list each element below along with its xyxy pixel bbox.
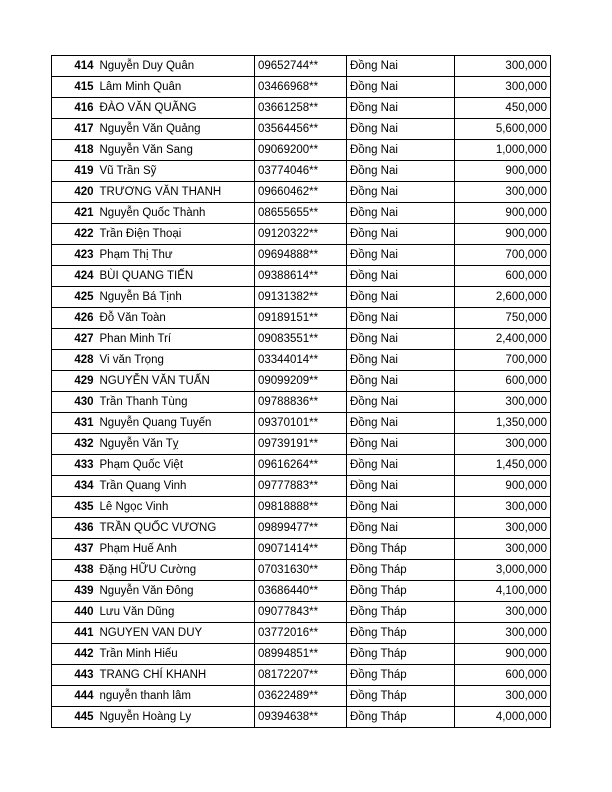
table-row bbox=[52, 119, 551, 140]
table-row bbox=[52, 308, 551, 329]
name-cell: Lê Ngọc Vinh bbox=[97, 497, 255, 518]
table-row bbox=[52, 77, 551, 98]
row-number-cell: 431 bbox=[52, 413, 97, 434]
phone-cell: 09083551** bbox=[255, 329, 347, 350]
phone-cell: 09788836** bbox=[255, 392, 347, 413]
table-row bbox=[52, 623, 551, 644]
table-row bbox=[52, 518, 551, 539]
row-number-cell: 444 bbox=[52, 686, 97, 707]
row-number-cell: 440 bbox=[52, 602, 97, 623]
phone-cell: 08172207** bbox=[255, 665, 347, 686]
phone-cell: 09660462** bbox=[255, 182, 347, 203]
name-cell: Trần Thanh Tùng bbox=[97, 392, 255, 413]
province-cell: Đồng Nai bbox=[347, 455, 455, 476]
name-cell: Nguyễn Quang Tuyến bbox=[97, 413, 255, 434]
row-number-cell: 415 bbox=[52, 77, 97, 98]
phone-cell: 03661258** bbox=[255, 98, 347, 119]
phone-cell: 03772016** bbox=[255, 623, 347, 644]
amount-cell: 3,000,000 bbox=[455, 560, 551, 581]
province-cell: Đồng Nai bbox=[347, 497, 455, 518]
name-cell: Nguyễn Văn Đông bbox=[97, 581, 255, 602]
phone-cell: 03344014** bbox=[255, 350, 347, 371]
amount-cell: 600,000 bbox=[455, 266, 551, 287]
row-number-cell: 435 bbox=[52, 497, 97, 518]
phone-cell: 09818888** bbox=[255, 497, 347, 518]
table-row bbox=[52, 686, 551, 707]
table-row bbox=[52, 602, 551, 623]
table-row bbox=[52, 455, 551, 476]
amount-cell: 300,000 bbox=[455, 77, 551, 98]
row-number-cell: 439 bbox=[52, 581, 97, 602]
row-number-cell: 442 bbox=[52, 644, 97, 665]
row-number-cell: 416 bbox=[52, 98, 97, 119]
table-row bbox=[52, 392, 551, 413]
amount-cell: 300,000 bbox=[455, 686, 551, 707]
name-cell: Nguyễn Duy Quân bbox=[97, 56, 255, 77]
name-cell: ĐÀO VĂN QUÃNG bbox=[97, 98, 255, 119]
name-cell: NGUYEN VAN DUY bbox=[97, 623, 255, 644]
province-cell: Đồng Nai bbox=[347, 329, 455, 350]
amount-cell: 700,000 bbox=[455, 350, 551, 371]
name-cell: Phạm Quốc Việt bbox=[97, 455, 255, 476]
row-number-cell: 430 bbox=[52, 392, 97, 413]
name-cell: Trần Điện Thoại bbox=[97, 224, 255, 245]
donor-table bbox=[51, 55, 551, 728]
province-cell: Đồng Nai bbox=[347, 119, 455, 140]
province-cell: Đồng Nai bbox=[347, 287, 455, 308]
province-cell: Đồng Tháp bbox=[347, 644, 455, 665]
phone-cell: 07031630** bbox=[255, 560, 347, 581]
name-cell: Trần Quang Vinh bbox=[97, 476, 255, 497]
table-row bbox=[52, 539, 551, 560]
name-cell: Nguyễn Hoàng Ly bbox=[97, 707, 255, 728]
amount-cell: 300,000 bbox=[455, 602, 551, 623]
amount-cell: 300,000 bbox=[455, 392, 551, 413]
province-cell: Đồng Tháp bbox=[347, 581, 455, 602]
table-row bbox=[52, 98, 551, 119]
row-number-cell: 429 bbox=[52, 371, 97, 392]
amount-cell: 900,000 bbox=[455, 644, 551, 665]
phone-cell: 09069200** bbox=[255, 140, 347, 161]
province-cell: Đồng Nai bbox=[347, 371, 455, 392]
amount-cell: 1,350,000 bbox=[455, 413, 551, 434]
row-number-cell: 422 bbox=[52, 224, 97, 245]
table-row bbox=[52, 371, 551, 392]
phone-cell: 09388614** bbox=[255, 266, 347, 287]
name-cell: Đỗ Văn Toàn bbox=[97, 308, 255, 329]
name-cell: Phạm Thị Thư bbox=[97, 245, 255, 266]
table-row bbox=[52, 434, 551, 455]
amount-cell: 700,000 bbox=[455, 245, 551, 266]
province-cell: Đồng Nai bbox=[347, 182, 455, 203]
province-cell: Đồng Nai bbox=[347, 266, 455, 287]
table-row bbox=[52, 182, 551, 203]
name-cell: Lưu Văn Dũng bbox=[97, 602, 255, 623]
table-row bbox=[52, 497, 551, 518]
table-row bbox=[52, 707, 551, 728]
amount-cell: 300,000 bbox=[455, 497, 551, 518]
province-cell: Đồng Nai bbox=[347, 392, 455, 413]
name-cell: Nguyễn Văn Tỵ bbox=[97, 434, 255, 455]
table-row bbox=[52, 56, 551, 77]
row-number-cell: 437 bbox=[52, 539, 97, 560]
province-cell: Đồng Tháp bbox=[347, 623, 455, 644]
phone-cell: 09394638** bbox=[255, 707, 347, 728]
phone-cell: 09131382** bbox=[255, 287, 347, 308]
amount-cell: 300,000 bbox=[455, 623, 551, 644]
phone-cell: 03686440** bbox=[255, 581, 347, 602]
name-cell: Nguyễn Văn Quảng bbox=[97, 119, 255, 140]
name-cell: Nguyễn Quốc Thành bbox=[97, 203, 255, 224]
province-cell: Đồng Nai bbox=[347, 56, 455, 77]
province-cell: Đồng Nai bbox=[347, 308, 455, 329]
amount-cell: 5,600,000 bbox=[455, 119, 551, 140]
province-cell: Đồng Nai bbox=[347, 518, 455, 539]
phone-cell: 09120322** bbox=[255, 224, 347, 245]
province-cell: Đồng Nai bbox=[347, 161, 455, 182]
province-cell: Đồng Tháp bbox=[347, 560, 455, 581]
row-number-cell: 419 bbox=[52, 161, 97, 182]
name-cell: Lâm Minh Quân bbox=[97, 77, 255, 98]
amount-cell: 900,000 bbox=[455, 203, 551, 224]
row-number-cell: 414 bbox=[52, 56, 97, 77]
row-number-cell: 434 bbox=[52, 476, 97, 497]
amount-cell: 4,000,000 bbox=[455, 707, 551, 728]
phone-cell: 03622489** bbox=[255, 686, 347, 707]
phone-cell: 08655655** bbox=[255, 203, 347, 224]
table-row bbox=[52, 224, 551, 245]
row-number-cell: 443 bbox=[52, 665, 97, 686]
row-number-cell: 427 bbox=[52, 329, 97, 350]
name-cell: nguyễn thanh lâm bbox=[97, 686, 255, 707]
province-cell: Đồng Nai bbox=[347, 203, 455, 224]
table-row bbox=[52, 350, 551, 371]
phone-cell: 09099209** bbox=[255, 371, 347, 392]
row-number-cell: 421 bbox=[52, 203, 97, 224]
row-number-cell: 420 bbox=[52, 182, 97, 203]
table-row bbox=[52, 644, 551, 665]
row-number-cell: 428 bbox=[52, 350, 97, 371]
row-number-cell: 438 bbox=[52, 560, 97, 581]
province-cell: Đồng Nai bbox=[347, 98, 455, 119]
table-row bbox=[52, 413, 551, 434]
row-number-cell: 441 bbox=[52, 623, 97, 644]
table-row bbox=[52, 266, 551, 287]
name-cell: Vũ Trần Sỹ bbox=[97, 161, 255, 182]
province-cell: Đồng Tháp bbox=[347, 707, 455, 728]
row-number-cell: 425 bbox=[52, 287, 97, 308]
amount-cell: 2,400,000 bbox=[455, 329, 551, 350]
phone-cell: 03466968** bbox=[255, 77, 347, 98]
name-cell: Đặng HỮU Cường bbox=[97, 560, 255, 581]
province-cell: Đồng Tháp bbox=[347, 539, 455, 560]
row-number-cell: 426 bbox=[52, 308, 97, 329]
table-row bbox=[52, 476, 551, 497]
phone-cell: 09899477** bbox=[255, 518, 347, 539]
amount-cell: 600,000 bbox=[455, 665, 551, 686]
name-cell: Trần Minh Hiếu bbox=[97, 644, 255, 665]
phone-cell: 09077843** bbox=[255, 602, 347, 623]
table-row bbox=[52, 203, 551, 224]
phone-cell: 09652744** bbox=[255, 56, 347, 77]
row-number-cell: 418 bbox=[52, 140, 97, 161]
province-cell: Đồng Nai bbox=[347, 350, 455, 371]
amount-cell: 600,000 bbox=[455, 371, 551, 392]
phone-cell: 08994851** bbox=[255, 644, 347, 665]
amount-cell: 300,000 bbox=[455, 539, 551, 560]
amount-cell: 900,000 bbox=[455, 224, 551, 245]
name-cell: Nguyễn Bá Tịnh bbox=[97, 287, 255, 308]
table-row bbox=[52, 560, 551, 581]
name-cell: Vi văn Trọng bbox=[97, 350, 255, 371]
province-cell: Đồng Tháp bbox=[347, 602, 455, 623]
amount-cell: 900,000 bbox=[455, 161, 551, 182]
phone-cell: 09616264** bbox=[255, 455, 347, 476]
phone-cell: 09071414** bbox=[255, 539, 347, 560]
row-number-cell: 433 bbox=[52, 455, 97, 476]
amount-cell: 300,000 bbox=[455, 518, 551, 539]
amount-cell: 1,450,000 bbox=[455, 455, 551, 476]
name-cell: TRƯƠNG VĂN THANH bbox=[97, 182, 255, 203]
amount-cell: 300,000 bbox=[455, 434, 551, 455]
province-cell: Đồng Tháp bbox=[347, 665, 455, 686]
name-cell: Phan Minh Trí bbox=[97, 329, 255, 350]
province-cell: Đồng Nai bbox=[347, 476, 455, 497]
name-cell: Phạm Huế Anh bbox=[97, 539, 255, 560]
amount-cell: 2,600,000 bbox=[455, 287, 551, 308]
row-number-cell: 417 bbox=[52, 119, 97, 140]
row-number-cell: 436 bbox=[52, 518, 97, 539]
phone-cell: 03774046** bbox=[255, 161, 347, 182]
phone-cell: 09739191** bbox=[255, 434, 347, 455]
table-row bbox=[52, 581, 551, 602]
amount-cell: 750,000 bbox=[455, 308, 551, 329]
name-cell: TRẦN QUỐC VƯƠNG bbox=[97, 518, 255, 539]
table-row bbox=[52, 140, 551, 161]
province-cell: Đồng Nai bbox=[347, 434, 455, 455]
province-cell: Đồng Nai bbox=[347, 413, 455, 434]
amount-cell: 450,000 bbox=[455, 98, 551, 119]
name-cell: BÙI QUANG TIẾN bbox=[97, 266, 255, 287]
phone-cell: 03564456** bbox=[255, 119, 347, 140]
row-number-cell: 432 bbox=[52, 434, 97, 455]
table-row bbox=[52, 665, 551, 686]
phone-cell: 09777883** bbox=[255, 476, 347, 497]
table-row bbox=[52, 245, 551, 266]
province-cell: Đồng Tháp bbox=[347, 686, 455, 707]
table-row bbox=[52, 287, 551, 308]
table-row bbox=[52, 329, 551, 350]
name-cell: NGUYỄN VĂN TUẤN bbox=[97, 371, 255, 392]
row-number-cell: 423 bbox=[52, 245, 97, 266]
row-number-cell: 445 bbox=[52, 707, 97, 728]
amount-cell: 300,000 bbox=[455, 56, 551, 77]
table-row bbox=[52, 161, 551, 182]
province-cell: Đồng Nai bbox=[347, 77, 455, 98]
name-cell: TRANG CHÍ KHANH bbox=[97, 665, 255, 686]
amount-cell: 300,000 bbox=[455, 182, 551, 203]
phone-cell: 09189151** bbox=[255, 308, 347, 329]
province-cell: Đồng Nai bbox=[347, 224, 455, 245]
phone-cell: 09694888** bbox=[255, 245, 347, 266]
province-cell: Đồng Nai bbox=[347, 140, 455, 161]
amount-cell: 4,100,000 bbox=[455, 581, 551, 602]
phone-cell: 09370101** bbox=[255, 413, 347, 434]
name-cell: Nguyễn Văn Sang bbox=[97, 140, 255, 161]
province-cell: Đồng Nai bbox=[347, 245, 455, 266]
donor-table-body bbox=[52, 56, 551, 728]
amount-cell: 900,000 bbox=[455, 476, 551, 497]
amount-cell: 1,000,000 bbox=[455, 140, 551, 161]
row-number-cell: 424 bbox=[52, 266, 97, 287]
